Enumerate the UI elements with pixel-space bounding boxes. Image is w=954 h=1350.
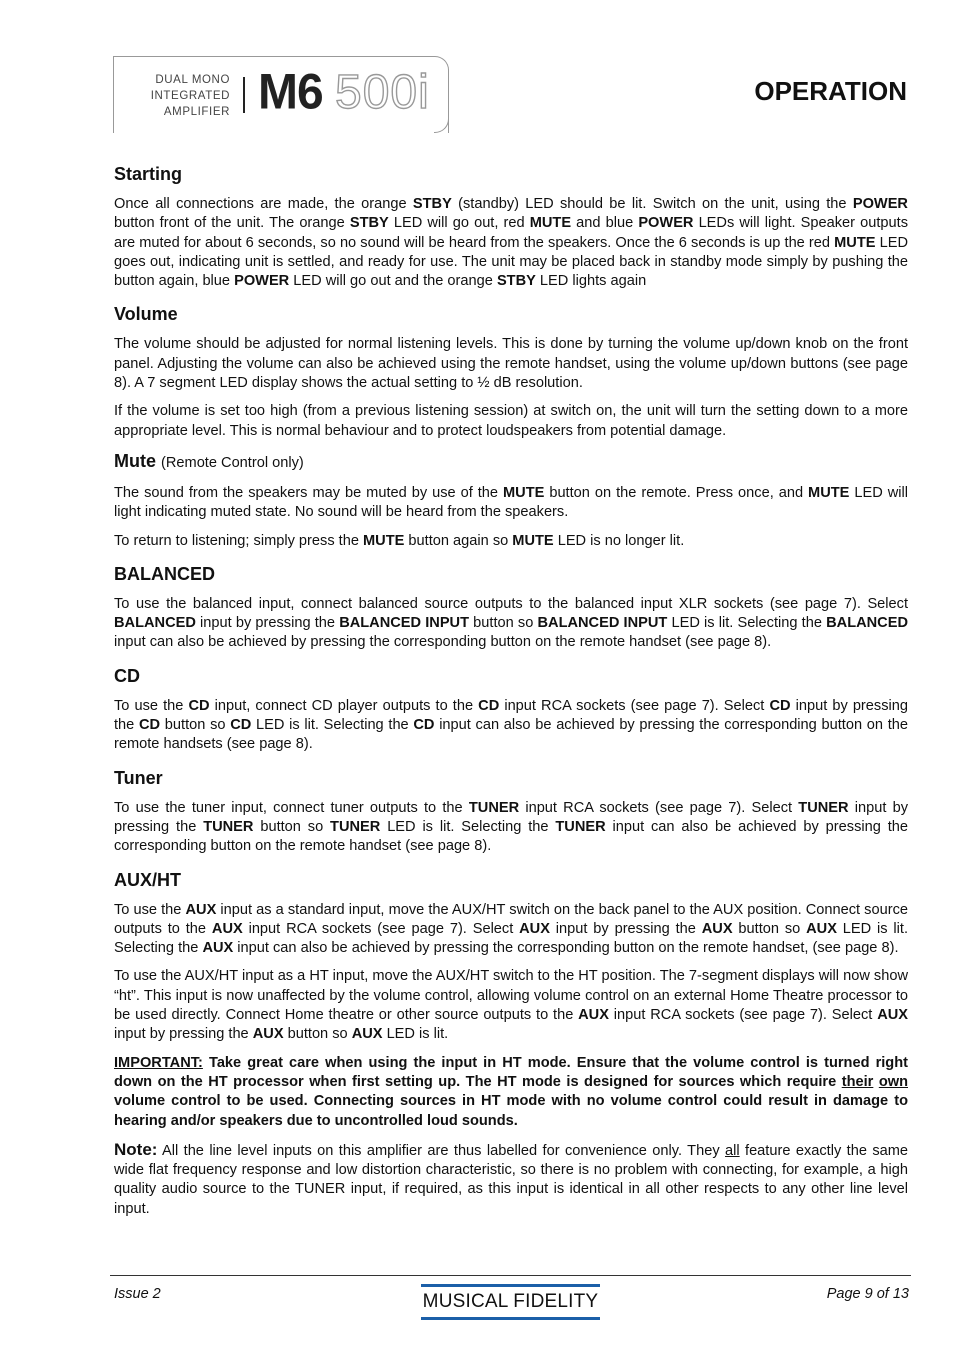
mute-subheading: (Remote Control only) [161, 454, 304, 471]
section-heading-cd: CD [114, 665, 140, 686]
logo-model-500i: 500i [335, 66, 430, 119]
bold-term: TUNER [203, 818, 254, 835]
bold-term: STBY [349, 215, 389, 232]
underlined-term: IMPORTANT: [114, 1054, 203, 1071]
brand-name: MUSICAL FIDELITY [422, 1291, 599, 1312]
bold-term: POWER [852, 196, 908, 212]
paragraph: To use the AUX input as a standard input, move the AUX/HT switch on the back panel to the AUX position. Connect source outputs to the AUX input RCA sockets (see page 7). Select AUX input by pressing the AUX button so AUX LED is lit. Selecting the AUX input can also be achieved by pressing the corresponding button on the remote handset, (see page 8). [114, 901, 909, 957]
document-body [114, 163, 908, 1228]
note-paragraph [114, 1140, 908, 1219]
logo-divider [243, 77, 245, 113]
bold-term: STBY [496, 273, 536, 290]
bold-term: BALANCED INPUT [537, 615, 668, 632]
paragraph: Once all connections are made, the orange STBY (standby) LED should be lit. Switch on the unit, using the POWER button front of the unit. The orange STBY LED will go out, red MUTE and blue POWER LEDs will light. Speaker outputs are muted for about 6 seconds, so no sound will be heard from the speakers. Once the 6 seconds is up the red MUTE LED goes out, indicating unit is settled, and ready for use. The unit may be placed back in standby mode simply by pushing the button again, blue POWER LED will go out and the orange STBY LED lights again [114, 196, 908, 290]
note-label: Note: [114, 1139, 158, 1159]
bold-term: AUX [519, 920, 550, 937]
bold-term: MUTE [529, 215, 572, 232]
paragraph: To use the tuner input, connect tuner outputs to the TUNER input RCA sockets (see page 7). Select TUNER input by pressing the TUNER button so TUNER LED is lit. Selecting the TUNER input can also be achieved by pressing the corresponding button on the remote handset (see page 8). [114, 799, 909, 855]
paragraph: The sound from the speakers may be muted by use of the MUTE button on the remote. Press once, and MUTE LED will light indicating muted state. No sound will be heard from the speakers. [114, 484, 908, 521]
bold-term: MUTE [834, 234, 876, 251]
brand-logo-rule-bottom [421, 1317, 600, 1320]
bold-term: CD [413, 717, 435, 734]
bold-term: AUX [578, 1007, 609, 1024]
bold-term: MUTE [363, 532, 405, 549]
paragraph: The volume should be adjusted for normal listening levels. This is done by turning the volume up/down knob on the front panel. Adjusting the volume can also be achieved using the remote handset, using the volume up/down buttons (see page 8). A 7 segment LED display shows the actual setting to ½ dB resolution. [114, 336, 908, 392]
bold-term: CD [478, 697, 500, 714]
bold-term: MUTE [503, 484, 545, 501]
note-body: All the line level inputs on this amplifier are thus labelled for convenience only. They all feature exactly the same wide flat frequency response and low distortion characteristic, so there is no problem with connecting, for example, a high quality audio source to the TUNER input, if required, as this input is identical in all other respects to any other line level input. [114, 1142, 909, 1217]
bold-term: MUTE [808, 484, 850, 501]
bold-term: TUNER [330, 818, 381, 835]
bold-term: CD [139, 717, 161, 734]
paragraph: To return to listening; simply press the MUTE button again so MUTE LED is no longer lit. [114, 532, 685, 549]
section-heading-tuner: Tuner [114, 767, 163, 788]
paragraph: To use the AUX/HT input as a HT input, move the AUX/HT switch to the HT position. The 7-segment displays will now show “ht”. This input is now unaffected by the volume control, allowing volume control on an external Home Theatre processor to be used directly. Connect Home theatre or other source outputs to the AUX input RCA sockets (see page 7). Select AUX input by pressing the AUX button so AUX LED is lit. [114, 968, 908, 1043]
bold-term: TUNER [798, 799, 849, 816]
logo-caption [150, 72, 230, 120]
brand-logo-rule-top [421, 1284, 600, 1287]
bold-term: AUX [351, 1026, 383, 1043]
section-heading-balanced: BALANCED [114, 563, 215, 584]
mute-heading-label: Mute [114, 450, 156, 471]
bold-term: BALANCED [114, 615, 196, 632]
section-heading-aux-ht: AUX/HT [114, 869, 181, 890]
underlined-term: own [878, 1073, 908, 1090]
paragraph: To use the CD input, connect CD player outputs to the CD input RCA sockets (see page 7). Select CD input by pressing the CD button so CD LED is lit. Selecting the CD input can also be achieved by pressing the corresponding button on the remote handsets (see page 8). [114, 697, 908, 753]
logo-line: AMPLIFIER [163, 106, 230, 118]
section-heading-starting: Starting [114, 164, 183, 184]
bold-term: TUNER [555, 818, 606, 835]
important-warning: IMPORTANT: Take great care when using the input in HT mode. Ensure that the volume control is turned right down on the HT processor when first setting up. The HT mode is designed for sources which require their own volume control to be used. Connecting sources in HT mode with no volume control could result in damage to hearing and/or speakers due to uncontrolled loud sounds. [114, 1054, 908, 1129]
footer-page-number: Page 9 of 13 [826, 1286, 909, 1302]
footer-rule [110, 1275, 911, 1276]
section-heading-volume: Volume [114, 304, 178, 325]
bold-term: AUX [701, 920, 733, 937]
bold-term: BALANCED [826, 615, 908, 632]
bold-term: CD [188, 697, 210, 714]
footer-issue: Issue 2 [114, 1286, 161, 1302]
logo-line: INTEGRATED [150, 90, 230, 102]
bold-term: POWER [234, 273, 290, 290]
logo-model-m6: M6 [258, 64, 323, 121]
bold-term: STBY [412, 196, 452, 212]
paragraph: To use the balanced input, connect balanced source outputs to the balanced input XLR sockets (see page 7). Select BALANCED input by pressing the BALANCED INPUT button so BALANCED INPUT LED is lit. Selecting the BALANCED input can also be achieved by pressing the corresponding button on the remote handset (see page 8). [114, 595, 908, 651]
bold-term: MUTE [512, 532, 554, 549]
product-logo [113, 56, 449, 133]
bold-term: POWER [638, 215, 694, 232]
page-title: OPERATION [754, 76, 907, 106]
bold-term: AUX [211, 920, 243, 937]
bold-term: AUX [252, 1026, 284, 1043]
bold-term: BALANCED INPUT [339, 615, 470, 632]
bold-term: CD [230, 717, 252, 734]
bold-term: TUNER [468, 799, 520, 816]
bold-term: AUX [202, 940, 234, 957]
bold-term: AUX [877, 1007, 908, 1024]
paragraph: If the volume is set too high (from a previous listening session) at switch on, the unit will turn the setting down to a more appropriate level. This is normal behaviour and to protect loudspeakers from potential damage. [114, 403, 908, 439]
bold-term: AUX [806, 920, 837, 937]
underlined-term: their [841, 1073, 874, 1090]
section-heading-mute [114, 450, 908, 474]
underlined-term: all [725, 1142, 740, 1159]
bold-term: CD [769, 697, 791, 714]
brand-logo [421, 1284, 600, 1320]
bold-term: AUX [185, 901, 217, 918]
logo-line: DUAL MONO [155, 74, 230, 86]
